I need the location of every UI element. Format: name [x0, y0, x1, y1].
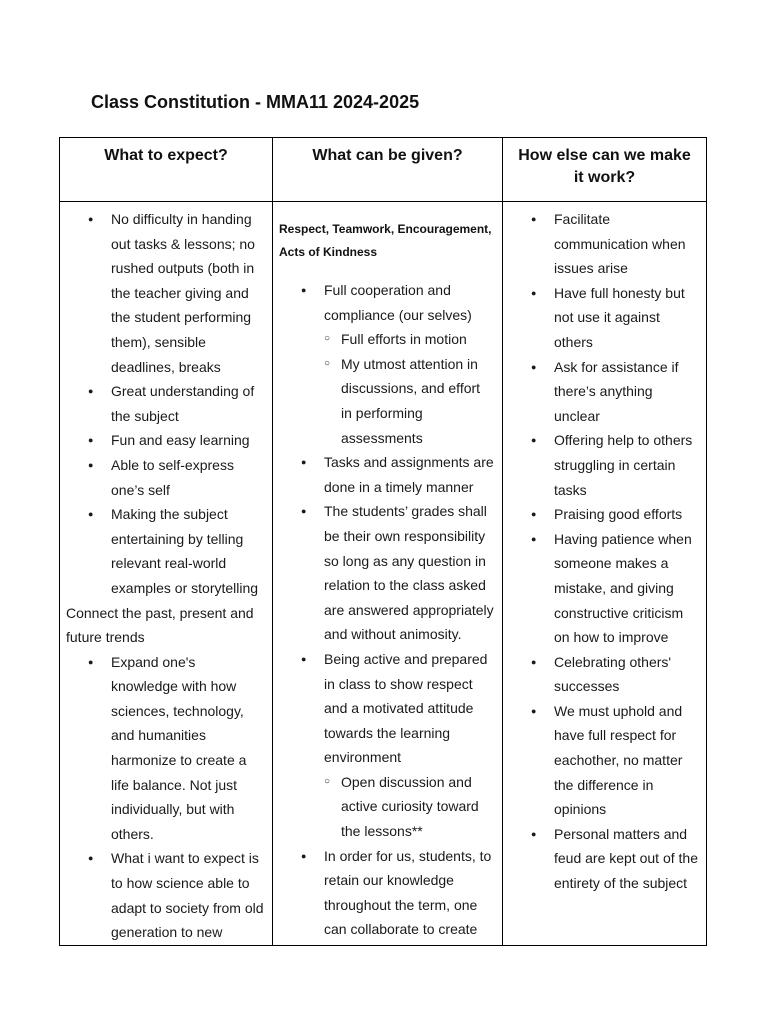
- list-item: [301, 278, 494, 450]
- header-what-can-be-given: What can be given?: [273, 138, 503, 202]
- list-item: ● Have full honesty but not use it against others: [531, 281, 700, 355]
- given-sublist: [324, 770, 494, 844]
- list-item: ● Offering help to others struggling in certain tasks: [531, 428, 700, 502]
- expect-plain-text: Connect the past, present and future trends: [66, 604, 254, 646]
- list-item: ● Celebrating others' successes: [531, 650, 700, 699]
- list-item: ● Praising good efforts: [531, 502, 700, 527]
- list-item: ● Ask for assistance if there’s anything unclear: [531, 355, 700, 429]
- column-how-else-make-it-work: [503, 202, 707, 946]
- list-item: ● In order for us, students, to retain our knowledge throughout the term, one can collaborate to create: [301, 844, 494, 942]
- given-list: [301, 278, 494, 942]
- list-item: ● Facilitate communication when issues arise: [531, 207, 700, 281]
- list-item: ● What i want to expect is to how science able to adapt to society from old generation to new: [88, 846, 266, 944]
- column-what-can-be-given: [273, 202, 503, 946]
- list-item: ● Expand one's knowledge with how sciences, technology, and humanities harmonize to create a life balance. Not just individually, but with others.: [88, 650, 266, 847]
- column-what-to-expect: [60, 202, 273, 946]
- expect-list-a: [88, 207, 266, 601]
- list-item-text: Being active and prepared in class to show respect and a motivated attitude towards the learning environment: [324, 650, 488, 766]
- list-item-text: Full cooperation and compliance (our selves): [324, 282, 472, 323]
- list-item: ● Fun and easy learning: [88, 428, 266, 453]
- list-item: ● Tasks and assignments are done in a timely manner: [301, 450, 494, 499]
- list-item: ● Having patience when someone makes a mistake, and giving constructive criticism on how to improve: [531, 527, 700, 650]
- list-item: ● Able to self-express one’s self: [88, 453, 266, 502]
- constitution-table: [59, 137, 707, 946]
- sub-list-item: ○ Open discussion and active curiosity toward the lessons**: [324, 770, 494, 844]
- sub-list-item: ○ My utmost attention in discussions, and effort in performing assessments: [324, 352, 494, 450]
- header-how-else-make-it-work: How else can we make it work?: [503, 138, 707, 202]
- given-sublist: [324, 327, 494, 450]
- list-item: ● No difficulty in handing out tasks & lessons; no rushed outputs (both in the teacher giving and the student performing them), sensible deadlines, breaks: [88, 207, 266, 379]
- list-item: ● We must uphold and have full respect for eachother, no matter the difference in opinions: [531, 699, 700, 822]
- list-item: ● Personal matters and feud are kept out of the entirety of the subject: [531, 822, 700, 896]
- header-what-to-expect: What to expect?: [60, 138, 273, 202]
- expect-list-b: [88, 650, 266, 945]
- make-it-work-list: [531, 207, 700, 896]
- document-title: Class Constitution - MMA11 2024-2025: [91, 92, 420, 112]
- list-item: ● Great understanding of the subject: [88, 379, 266, 428]
- list-item: [301, 647, 494, 844]
- list-item: ● The students’ grades shall be their own responsibility so long as any question in relation to the class asked are answered appropriately and without animosity.: [301, 499, 494, 647]
- header-row: [60, 138, 707, 202]
- content-row: [60, 202, 707, 946]
- list-item: ● Making the subject entertaining by telling relevant real-world examples or storytelling: [88, 502, 266, 600]
- values-theme: Respect, Teamwork, Encouragement, Acts of Kindness: [279, 222, 492, 259]
- sub-list-item: ○ Full efforts in motion: [324, 327, 494, 352]
